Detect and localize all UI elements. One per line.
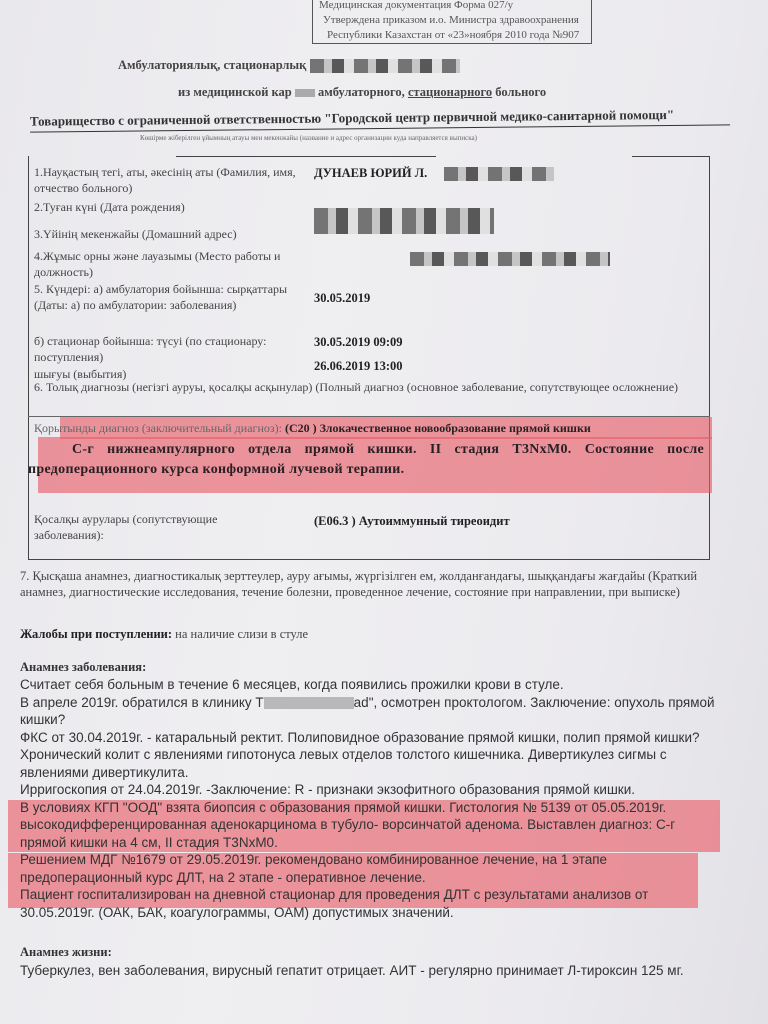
- anamnesis-disease-heading: Анамнез заболевания:: [20, 660, 147, 674]
- final-diagnosis-code: (С20 ) Злокачественное новообразование прямой кишки: [284, 421, 591, 435]
- patient-name: ДУНАЕВ ЮРИЙ Л.: [314, 166, 428, 180]
- title-text: Амбулаториялық, стационарлық: [118, 58, 307, 72]
- final-diagnosis-label: [34, 420, 591, 436]
- anamnesis-p3: ФКС от 30.04.2019г. - катаральный ректит. Полиповидное образование прямой кишки, полип прямой кишки? Хронический колит с явлениями гипотонуса левых отделов толстого кишечника. Дивертикулез сигмы с явлениями дивертикулита.: [20, 729, 700, 780]
- divider: [176, 156, 436, 157]
- title2-suffix: больного: [492, 85, 547, 99]
- field-label-address: 3.Үйінің мекенжайы (Домашний адрес): [34, 227, 237, 241]
- organization-name: Товарищество с ограниченной ответственностью "Городской центр первичной медико-санитарной помощи": [30, 106, 730, 132]
- complaints-text: на наличие слизи в стуле: [172, 627, 309, 641]
- document-title-line2: [178, 85, 546, 100]
- field-value-admission: 30.05.2019 09:09: [314, 335, 403, 349]
- anamnesis-p2b: ad", осмотрен проктологом. Заключение: опухоль прямой кишки?: [20, 694, 715, 727]
- anamnesis-p2: [20, 694, 720, 729]
- comorbid-value: (Е06.3 ) Аутоиммунный тиреоидит: [314, 514, 510, 528]
- final-diagnosis-label-text: Қорытынды диагноз (заключительный диагноз):: [34, 421, 282, 435]
- section7-heading: 7. Қысқаша анамнез, диагностикалық зерттеулер, ауру ағымы, жүргізілген ем, жолданғандағы, шыққандағы жағдайы (Краткий анамнез, диагностические исследования, течение болезни, проведенное лечение, состояние при направлении, при выписке): [20, 569, 698, 599]
- final-diagnosis-detail: С-г нижнеампулярного отдела прямой кишки. II стадия T3NxM0. Состояние после предоперационного курса конформной лучевой терапии.: [28, 442, 704, 477]
- title2-mid: амбулаторного,: [318, 85, 408, 99]
- form-header-line3: Республики Казахстан от «23»ноября 2010 года №907: [327, 29, 580, 41]
- anamnesis-life-heading: Анамнез жизни:: [20, 945, 112, 959]
- anamnesis-p2a: В апреле 2019г. обратился в клинику Т: [20, 694, 264, 710]
- title2-underlined: стационарного: [407, 85, 493, 99]
- redacted-clinic: [264, 697, 354, 709]
- field-label-dob: 2.Туған күні (Дата рождения): [34, 200, 185, 214]
- form-header-line2: Утверждена приказом и.о. Министра здравоохранения: [323, 14, 579, 26]
- anamnesis-p6: Решением МДГ №1679 от 29.05.2019г. рекомендовано комбинированное лечение, на 1 этапе предоперационный курс ДЛТ, на 2 этапе - оперативное лечение.: [20, 852, 608, 885]
- redacted-dob-address: [314, 208, 494, 234]
- complaints-label: Жалобы при поступлении:: [20, 627, 173, 641]
- redacted-block: [295, 89, 315, 97]
- field-label-work: 4.Жұмыс орны және лауазымы (Место работы и должность): [34, 249, 281, 279]
- anamnesis-p1: Считает себя больным в течение 6 месяцев, когда появились прожилки крови в стуле.: [20, 677, 564, 692]
- document-title-line1: [118, 58, 460, 73]
- field-label-discharge: шығуы (выбытия): [34, 367, 127, 381]
- field-label-name: 1.Науқастың тегі, аты, әкесінің аты (Фамилия, имя, отчество больного): [34, 165, 296, 195]
- anamnesis-life-text: Туберкулез, вен заболевания, вирусный гепатит отрицает. АИТ - регулярно принимает Л-тироксин 125 мг.: [20, 963, 684, 978]
- redacted-block: [310, 59, 460, 73]
- title2-prefix: из медицинской кар: [178, 85, 292, 99]
- complaints: [20, 627, 308, 642]
- comorbid-label: Қосалқы аурулары (сопутствующие заболевания):: [34, 512, 218, 542]
- field-label-ambulatory-date: 5. Күндері: а) амбулатория бойынша: сырқаттары (Даты: а) по амбулатории: заболевания): [34, 282, 288, 312]
- field-value-discharge: 26.06.2019 13:00: [314, 359, 403, 373]
- organization-caption: Көшірме жіберілген ұйымның атауы мен мекенжайы (название и адрес организации куда направляется выписка): [140, 134, 477, 142]
- field-label-admission: б) стационар бойынша: түсуі (по стационару: поступления): [34, 334, 267, 364]
- anamnesis-disease-body: [20, 676, 720, 921]
- form-header-box: [312, 0, 592, 44]
- divider: [632, 156, 710, 157]
- anamnesis-p7: Пациент госпитализирован на дневной стационар для проведения ДЛТ с результатами анализов от 30.05.2019г. (ОАК, БАК, коагулограммы, ОАМ) допустимых значений.: [20, 887, 649, 920]
- form-header-line1: Медицинская документация Форма 027/у: [319, 0, 514, 11]
- full-diagnosis-label: 6. Толық диагнозы (негізгі ауруы, қосалқы асқынулар) (Полный диагноз (основное заболевание, сопутствующее осложнение): [34, 380, 679, 394]
- redacted-block: [444, 167, 554, 181]
- anamnesis-p5: В условиях КГП "ООД" взята биопсия с образования прямой кишки. Гистология № 5139 от 05.05.2019г. высокодифференцированная аденокарцинома в тубуло- ворсинчатой аденома. Выставлен диагноз: С-г прямой кишки на 4 см, II стадия T3NxM0.: [20, 799, 676, 850]
- anamnesis-p4: Ирригоскопия от 24.04.2019г. -Заключение: R - признаки экзофитного образования прямой кишки.: [20, 782, 635, 797]
- field-value-name: [314, 166, 554, 181]
- field-value-ambulatory-date: 30.05.2019: [314, 291, 371, 305]
- redacted-work: [410, 252, 610, 266]
